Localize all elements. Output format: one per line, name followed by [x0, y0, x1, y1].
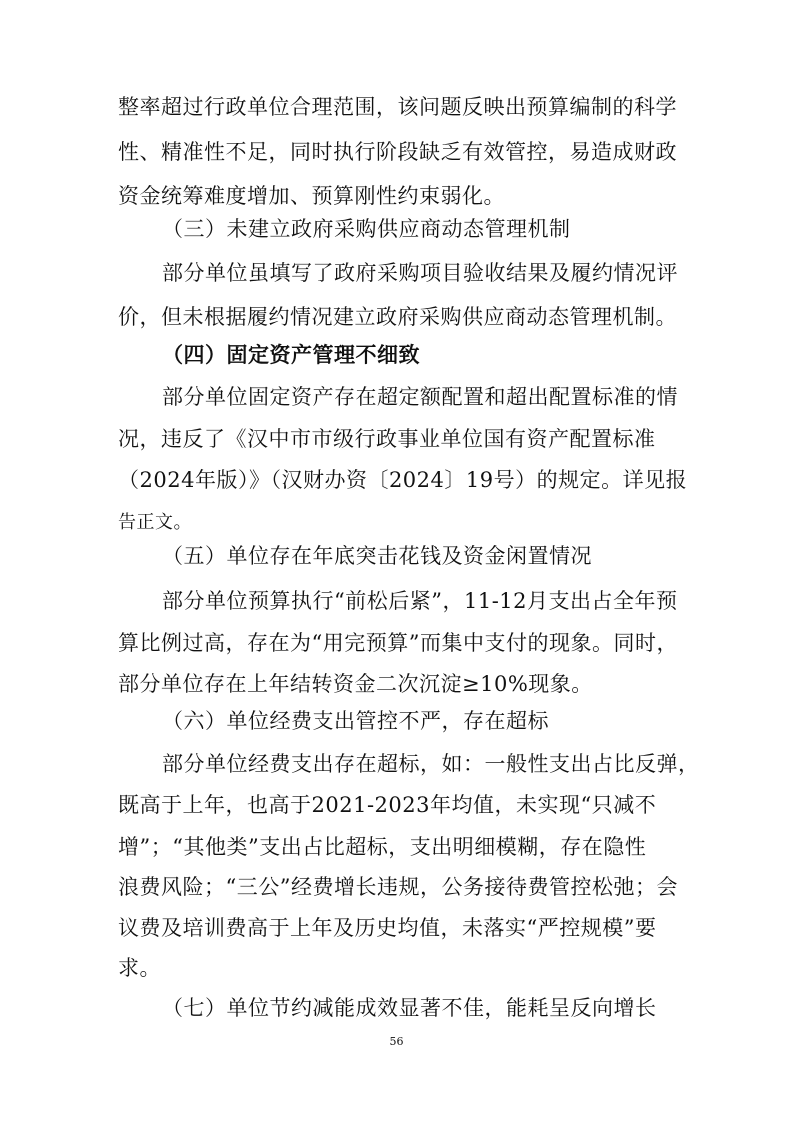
body-text-line: 议费及培训费高于上年及历史均值，未落实“严控规模”要	[118, 916, 657, 940]
body-text-line: 况，违反了《汉中市市级行政事业单位国有资产配置标准	[118, 427, 656, 451]
body-text-line: 资金统筹难度增加、预算刚性约束弱化。	[118, 184, 505, 208]
page-number: 56	[389, 1035, 404, 1048]
body-text-line: 告正文。	[118, 512, 192, 533]
body-text-line: （2024年版）》（汉财办资〔2024〕19号）的规定。详见报	[118, 468, 688, 492]
section-heading-4: （四）固定资产管理不细致	[162, 343, 420, 367]
body-text-line: 性、精准性不足，同时执行阶段缺乏有效管控，易造成财政	[118, 140, 677, 164]
section-heading-3: （三）未建立政府采购供应商动态管理机制	[162, 217, 571, 241]
body-text-line: 算比例过高，存在为“用完预算”而集中支付的现象。同时，	[118, 631, 678, 655]
section-heading-5: （五）单位存在年底突击花钱及资金闲置情况	[162, 544, 592, 568]
body-text-line: 部分单位虽填写了政府采购项目验收结果及履约情况评	[162, 261, 678, 285]
body-text-line: 部分单位固定资产存在超定额配置和超出配置标准的情	[162, 385, 678, 409]
body-text-line: 整率超过行政单位合理范围，该问题反映出预算编制的科学	[118, 95, 677, 119]
body-text-line: 既高于上年，也高于2021-2023年均值，未实现“只减不	[118, 793, 657, 817]
body-text-line: 部分单位存在上年结转资金二次沉淀≥10%现象。	[118, 672, 593, 696]
body-text-line: 增”；“其他类”支出占比超标，支出明细模糊，存在隐性	[118, 835, 647, 859]
body-text-line: 价，但未根据履约情况建立政府采购供应商动态管理机制。	[118, 305, 677, 329]
section-heading-7: （七）单位节约减能成效显著不佳，能耗呈反向增长	[162, 996, 657, 1020]
body-text-line: 部分单位预算执行“前松后紧”，11-12月支出占全年预	[162, 589, 678, 613]
body-text-line: 部分单位经费支出存在超标，如：一般性支出占比反弹，	[162, 752, 700, 776]
section-heading-6: （六）单位经费支出管控不严，存在超标	[162, 709, 549, 733]
body-text-line: 浪费风险；“三公”经费增长违规，公务接待费管控松弛；会	[118, 875, 678, 899]
body-text-line: 求。	[118, 956, 161, 980]
